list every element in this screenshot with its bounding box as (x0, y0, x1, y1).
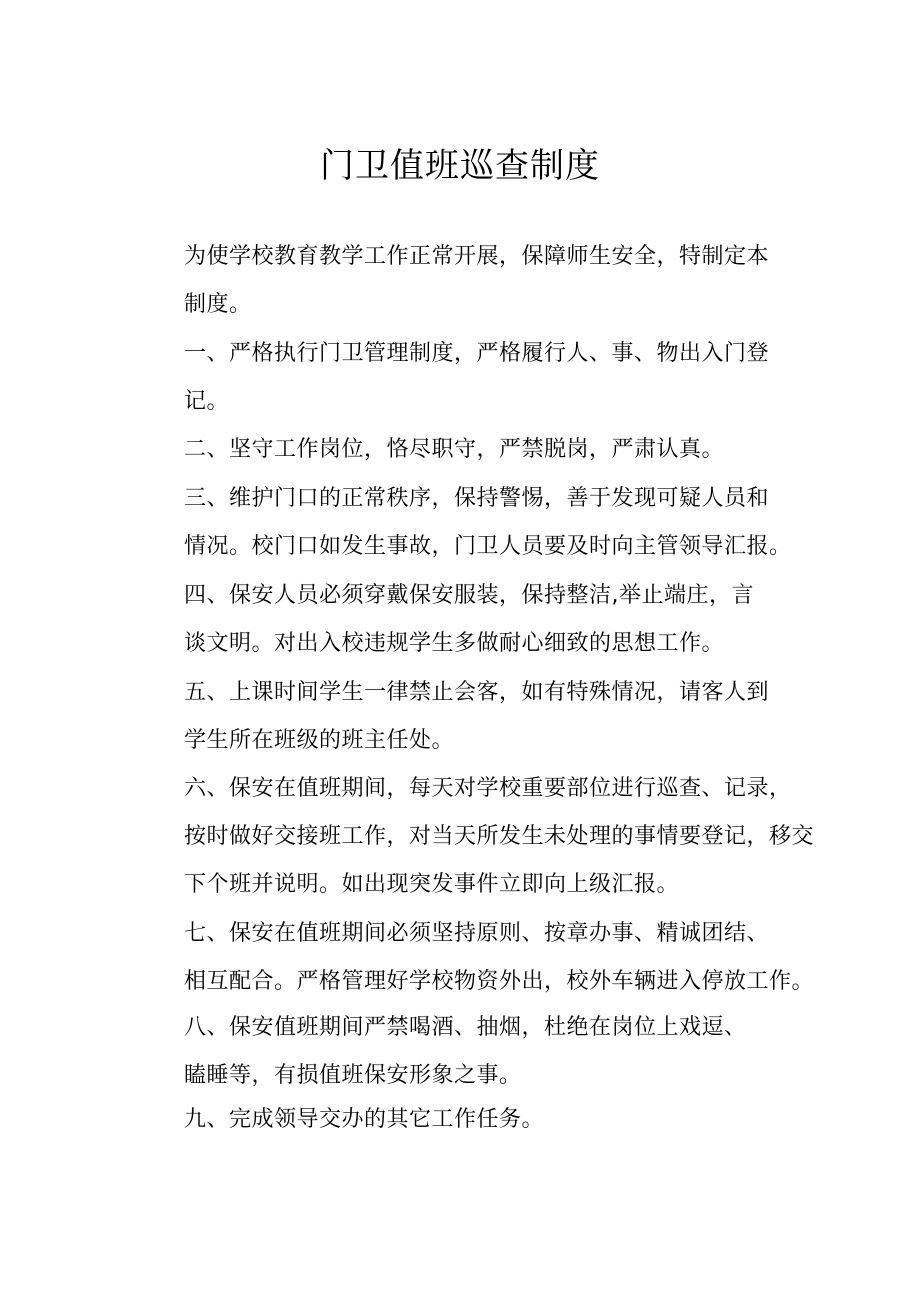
paragraph-line: 情况。校门口如发生事故，门卫人员要及时向主管领导汇报。 (184, 534, 792, 559)
paragraph-line: 谈文明。对出入校违规学生多做耐心细致的思想工作。 (184, 631, 725, 656)
paragraph-line: 按时做好交接班工作，对当天所发生未处理的事情要登记，移交 (184, 824, 815, 849)
paragraph-intro (137, 233, 817, 329)
paragraph-line: 记。 (184, 389, 230, 414)
document-title: 门卫值班巡查制度 (320, 146, 600, 186)
paragraph-line: 五、上课时间学生一律禁止会客，如有特殊情况，请客人到 (184, 680, 770, 705)
paragraph-line: 下个班并说明。如出现突发事件立即向上级汇报。 (184, 872, 680, 897)
paragraph-rule-1 (137, 330, 817, 426)
paragraph-line: 制度。 (184, 292, 252, 317)
paragraph-rule-7 (137, 910, 817, 1006)
paragraph-line: 为使学校教育教学工作正常开展，保障师生安全，特制定本 (184, 244, 770, 269)
paragraph-line: 相互配合。严格管理好学校物资外出，校外车辆进入停放工作。 (184, 969, 815, 994)
paragraph-line: 九、完成领导交办的其它工作任务。 (184, 1107, 545, 1132)
paragraph-line: 一、严格执行门卫管理制度，严格履行人、事、物出入门登 (184, 341, 770, 366)
paragraph-line: 八、保安值班期间严禁喝酒、抽烟，杜绝在岗位上戏逗、 (184, 1015, 747, 1040)
paragraph-line: 二、坚守工作岗位，恪尽职守，严禁脱岗，严肃认真。 (184, 437, 725, 462)
paragraph-rule-9 (137, 1096, 817, 1144)
paragraph-line: 七、保安在值班期间必须坚持原则、按章办事、精诚团结、 (184, 921, 770, 946)
paragraph-line: 三、维护门口的正常秩序，保持警惕，善于发现可疑人员和 (184, 486, 770, 511)
paragraph-rule-6 (137, 765, 817, 909)
paragraph-rule-2 (137, 426, 817, 474)
paragraph-line: 四、保安人员必须穿戴保安服装，保持整洁,举止端庄，言 (184, 583, 754, 608)
paragraph-rule-8 (137, 1004, 817, 1100)
paragraph-rule-5 (137, 669, 817, 765)
paragraph-line: 六、保安在值班期间，每天对学校重要部位进行巡查、记录， (184, 776, 792, 801)
paragraph-rule-4 (137, 572, 817, 668)
paragraph-rule-3 (137, 475, 817, 571)
paragraph-line: 瞌睡等，有损值班保安形象之事。 (184, 1063, 522, 1088)
paragraph-line: 学生所在班级的班主任处。 (184, 728, 455, 753)
